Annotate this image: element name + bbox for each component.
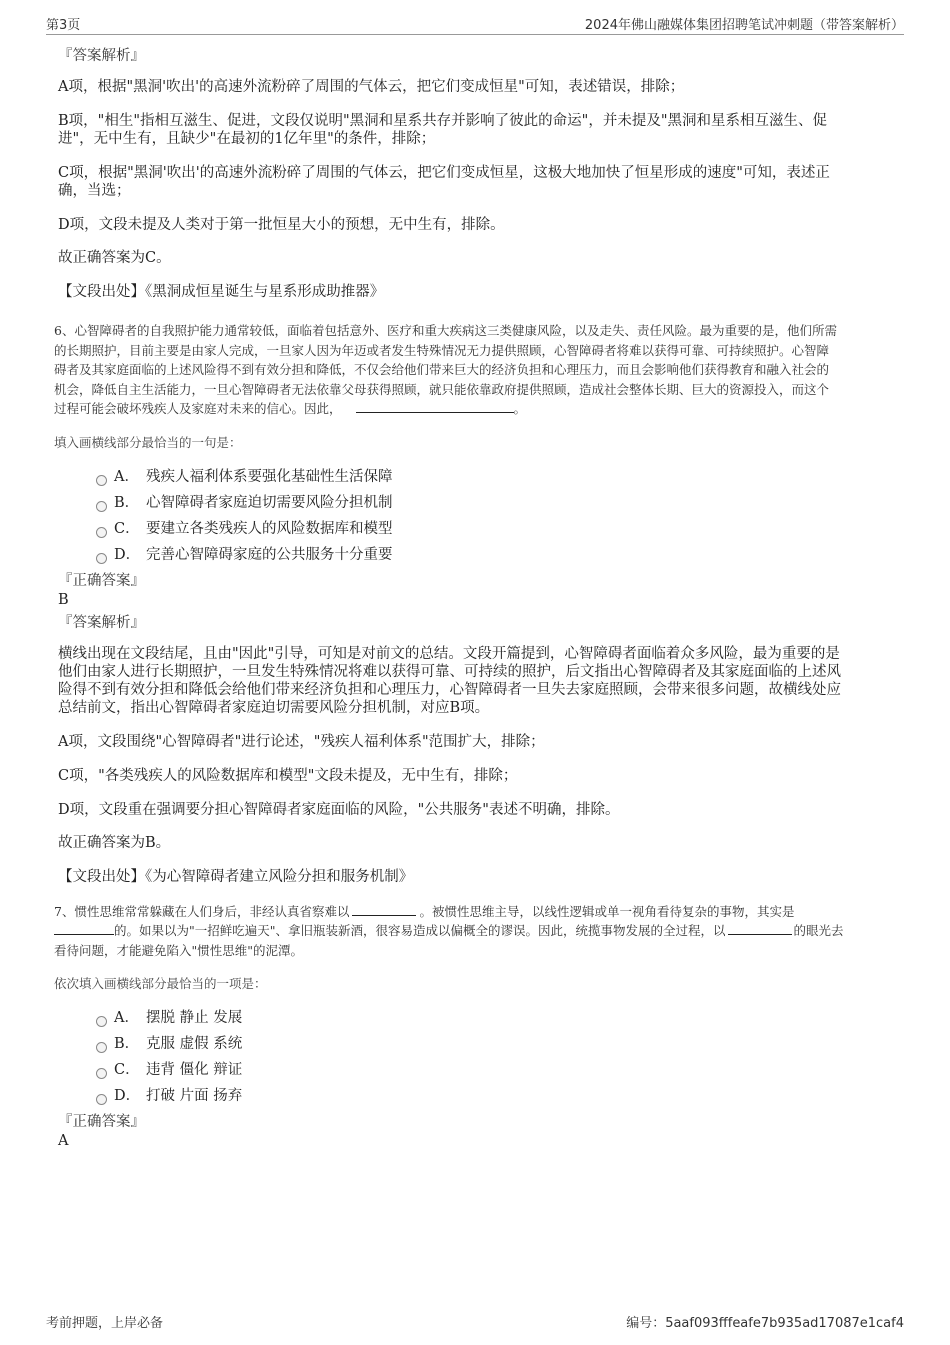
answer-label: 『正确答案』	[58, 572, 145, 589]
q7-stem	[54, 902, 898, 961]
radio-button[interactable]	[96, 501, 107, 512]
footer-slogan: 考前押题，上岸必备	[46, 1316, 164, 1331]
option-c[interactable]	[96, 519, 898, 545]
q6-stem-line: 碍者及其家庭面临的上述风险得不到有效分担和降低，不仅会给他们带来巨大的经济负担和心理压力，而且会影响他们获得教育和融入社会的	[54, 362, 830, 377]
option-letter: D．	[114, 1088, 141, 1104]
radio-button[interactable]	[96, 475, 107, 486]
option-d[interactable]	[96, 1086, 898, 1112]
q6-options	[58, 467, 898, 571]
q6-stem-line: 的长期照护，目前主要是由家人完成，一旦家人因为年迈或者发生特殊情况无力提供照顾，心智障碍者将难以获得可靠、可持续照护。心智障	[54, 342, 830, 358]
q6-analysis-c: C项，"各类残疾人的风险数据库和模型"文段未提及，无中生有，排除；	[58, 767, 518, 784]
q5-analysis-d: D项，文段未提及人类对于第一批恒星大小的预想，无中生有，排除。	[58, 217, 505, 233]
answer-label: 『正确答案』	[58, 1114, 145, 1130]
option-letter: B．	[114, 494, 140, 511]
option-text: 心智障碍者家庭迫切需要风险分担机制	[146, 494, 393, 511]
q5-analysis-c2: 确，当选；	[58, 183, 131, 199]
q6-stem-text: 过程可能会破坏残疾人及家庭对未来的信心。因此，	[54, 401, 342, 416]
option-letter: A．	[114, 468, 139, 485]
q6-stem-end: 。	[513, 401, 527, 416]
q7-stem-line: 看待问题，才能避免陷入"惯性思维"的泥潭。	[54, 942, 303, 958]
option-text: 打破 片面 扬弃	[146, 1088, 243, 1104]
q6-analysis-line: 总结前文，指出心智障碍者家庭迫切需要风险分担机制，对应B项。	[58, 699, 490, 716]
radio-button[interactable]	[96, 1068, 107, 1079]
q7-prompt: 依次填入画横线部分最恰当的一项是：	[54, 976, 267, 991]
fill-blank	[352, 903, 416, 916]
q7-stem-text: 的。如果以为"一招鲜吃遍天"、拿旧瓶装新酒，很容易造成以偏概全的谬误。因此，统揽事物发展的全过程，以	[114, 923, 726, 938]
option-text: 摆脱 静止 发展	[146, 1010, 243, 1026]
answer-value: A	[58, 1133, 69, 1149]
option-b[interactable]	[96, 493, 898, 519]
q7-stem-text: 。被惯性思维主导，以线性逻辑或单一视角看待复杂的事物，其实是	[419, 903, 795, 919]
option-letter: C．	[114, 520, 140, 537]
option-b[interactable]	[96, 1034, 898, 1060]
option-d[interactable]	[96, 545, 898, 571]
radio-button[interactable]	[96, 1094, 107, 1105]
option-c[interactable]	[96, 1060, 898, 1086]
q6-conclusion: 故正确答案为B。	[58, 834, 171, 851]
q7-options	[58, 1008, 898, 1112]
option-text: 要建立各类残疾人的风险数据库和模型	[146, 520, 393, 537]
page-header	[46, 14, 904, 35]
q5-analysis-b1: B项，"相生"指相互滋生、促进，文段仅说明"黑洞和星系共存并影响了彼此的命运"，并未提及"黑洞和星系相互滋生、促	[58, 113, 827, 129]
option-letter: C．	[114, 1062, 140, 1078]
q6-analysis-line: 他们由家人进行长期照护，一旦发生特殊情况将难以获得可靠、可持续的照护，后文指出心智障碍者及其家庭面临的上述风	[58, 663, 841, 680]
option-text: 克服 虚假 系统	[146, 1036, 243, 1052]
q6-prompt: 填入画横线部分最恰当的一句是：	[54, 434, 242, 450]
q6-analysis-a: A项，文段围绕"心智障碍者"进行论述，"残疾人福利体系"范围扩大，排除；	[58, 733, 545, 750]
q6-stem-line: 6、心智障碍者的自我照护能力通常较低，面临着包括意外、医疗和重大疾病这三类健康风险，以及走失、责任风险。最为重要的是，他们所需	[54, 323, 837, 338]
analysis-label: 『答案解析』	[58, 48, 145, 64]
radio-button[interactable]	[96, 1016, 107, 1027]
option-letter: B．	[114, 1036, 140, 1052]
q6-stem-line: 机会，降低自主生活能力，一旦心智障碍者无法依靠父母获得照顾，就只能依靠政府提供照顾，造成社会整体长期、巨大的资源投入，而这个	[54, 381, 830, 397]
q5-analysis-a: A项，根据"黑洞'吹出'的高速外流粉碎了周围的气体云，把它们变成恒星"可知，表述错误，排除；	[58, 79, 685, 95]
document-code: 编号：5aaf093fffeafe7b935ad17087e1caf4	[626, 1316, 904, 1331]
analysis-label: 『答案解析』	[58, 614, 145, 631]
document-title: 2024年佛山融媒体集团招聘笔试冲刺题（带答案解析）	[584, 18, 904, 33]
option-a[interactable]	[96, 1008, 898, 1034]
option-letter: D．	[114, 546, 141, 563]
option-letter: A．	[114, 1010, 139, 1026]
q6-analysis-line: 横线出现在文段结尾，且由"因此"引导，可知是对前文的总结。文段开篇提到，心智障碍者面临着众多风险，最为重要的是	[58, 645, 840, 662]
q6-analysis-d: D项，文段重在强调要分担心智障碍者家庭面临的风险，"公共服务"表述不明确，排除。	[58, 801, 620, 818]
option-text: 违背 僵化 辩证	[146, 1062, 243, 1078]
q6-source: 【文段出处】《为心智障碍者建立风险分担和服务机制》	[58, 868, 414, 885]
q6-stem	[54, 321, 898, 419]
radio-button[interactable]	[96, 527, 107, 538]
option-a[interactable]	[96, 467, 898, 493]
q6-stem-line	[54, 399, 898, 419]
radio-button[interactable]	[96, 1042, 107, 1053]
option-text: 完善心智障碍家庭的公共服务十分重要	[146, 546, 393, 563]
q5-analysis-c1: C项，根据"黑洞'吹出'的高速外流粉碎了周围的气体云，把它们变成恒星，这极大地加快了恒星形成的速度"可知，表述正	[58, 165, 830, 181]
radio-button[interactable]	[96, 553, 107, 564]
answer-value: B	[58, 591, 69, 608]
q7-stem-text: 7、惯性思维常常躲藏在人们身后，非经认真省察难以	[54, 903, 350, 919]
q6-analysis-line: 险得不到有效分担和降低会给他们带来经济负担和心理压力，心智障碍者一旦失去家庭照顾，会带来很多问题，故横线处应	[58, 681, 841, 698]
page-number: 第3页	[46, 18, 81, 33]
main-content	[54, 46, 898, 1150]
q7-stem-text: 的眼光去	[793, 923, 844, 938]
q5-conclusion: 故正确答案为C。	[58, 250, 171, 266]
fill-blank	[356, 400, 514, 413]
q5-source: 【文段出处】《黑洞成恒星诞生与星系形成助推器》	[58, 284, 385, 300]
q5-analysis-b2: 进"，无中生有，且缺少"在最初的1亿年里"的条件，排除；	[58, 131, 436, 147]
q7-stem-line	[54, 902, 898, 922]
option-text: 残疾人福利体系要强化基础性生活保障	[146, 468, 393, 485]
fill-blank	[54, 922, 114, 935]
fill-blank	[728, 922, 792, 935]
q7-stem-line	[54, 921, 898, 941]
